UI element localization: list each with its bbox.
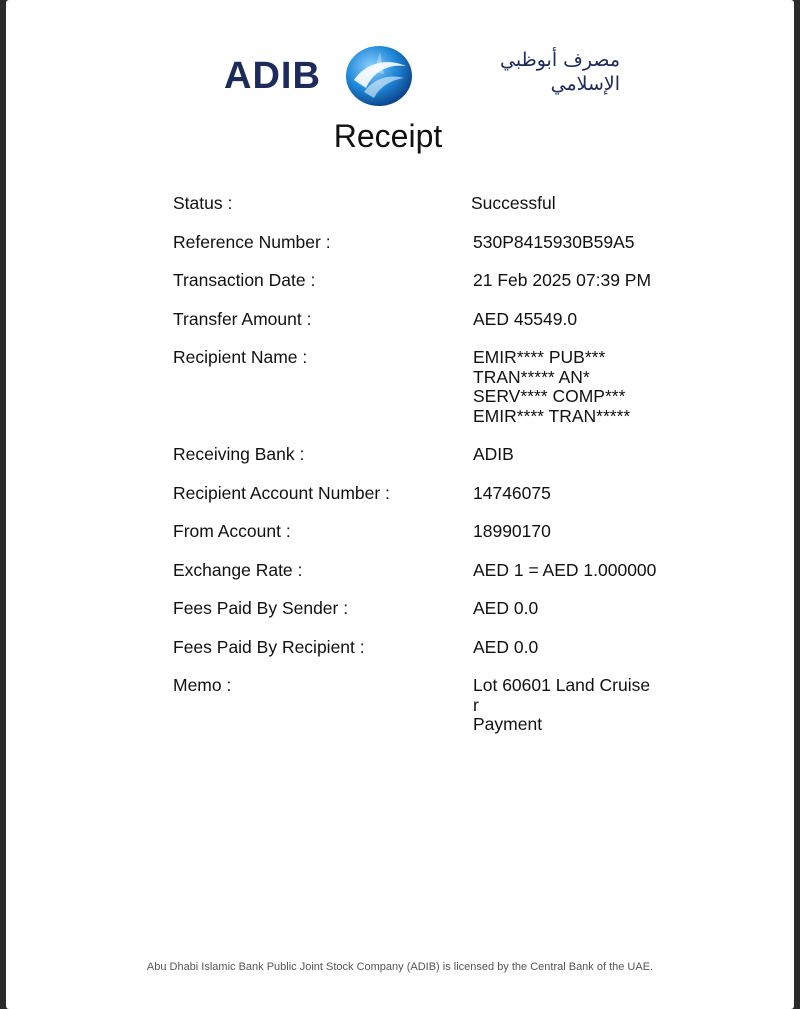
field-label: Reference Number : bbox=[173, 231, 331, 252]
fees-recipient-row bbox=[173, 638, 733, 658]
bank-logo bbox=[224, 42, 624, 112]
receipt-page bbox=[6, 0, 794, 1009]
logo-arabic-line-1: مصرف أبوظبي bbox=[500, 49, 620, 71]
field-value: Successful bbox=[471, 193, 556, 213]
recipient-account-row bbox=[173, 484, 733, 504]
field-label: Fees Paid By Sender : bbox=[173, 598, 349, 618]
status-row bbox=[173, 194, 733, 214]
field-label: Recipient Account Number : bbox=[173, 482, 390, 503]
field-label: Fees Paid By Recipient : bbox=[173, 636, 365, 657]
field-value: AED 1 = AED 1.000000 bbox=[473, 559, 657, 580]
field-value: AED 45549.0 bbox=[473, 308, 578, 329]
fees-sender-row bbox=[173, 599, 733, 619]
reference-number-row bbox=[173, 233, 733, 253]
receiving-bank-row bbox=[173, 445, 733, 465]
field-label: Recipient Name : bbox=[173, 347, 308, 367]
receipt-details bbox=[173, 194, 733, 754]
logo-arabic-name bbox=[430, 48, 620, 96]
field-value: Lot 60601 Land Cruise r Payment bbox=[473, 675, 651, 734]
transaction-date-row bbox=[173, 271, 733, 291]
memo-row bbox=[173, 676, 733, 735]
from-account-row bbox=[173, 522, 733, 542]
field-label: Memo : bbox=[173, 675, 232, 695]
license-footer: Abu Dhabi Islamic Bank Public Joint Stock Company (ADIB) is licensed by the Central Bank of the UAE. bbox=[146, 961, 654, 973]
field-value: ADIB bbox=[473, 444, 514, 464]
field-label: Exchange Rate : bbox=[173, 559, 303, 580]
field-value: AED 0.0 bbox=[473, 598, 539, 618]
transfer-amount-row bbox=[173, 310, 733, 330]
field-value: 530P8415930B59A5 bbox=[473, 231, 635, 252]
field-label: From Account : bbox=[173, 521, 291, 541]
field-label: Transfer Amount : bbox=[173, 308, 312, 329]
logo-latin-name: ADIB bbox=[224, 55, 321, 97]
field-value: 14746075 bbox=[473, 482, 551, 503]
field-value: AED 0.0 bbox=[473, 636, 539, 657]
field-value: 18990170 bbox=[473, 521, 551, 541]
field-value: EMIR**** PUB*** TRAN***** AN* SERV**** COMP*** EMIR**** TRAN***** bbox=[473, 347, 631, 426]
recipient-name-row bbox=[173, 348, 733, 426]
field-value: 21 Feb 2025 07:39 PM bbox=[473, 270, 652, 290]
logo-arabic-line-2: الإسلامي bbox=[550, 73, 620, 95]
field-label: Receiving Bank : bbox=[173, 444, 305, 464]
receipt-title: Receipt bbox=[333, 118, 443, 154]
adib-emblem-icon bbox=[344, 44, 414, 108]
field-label: Status : bbox=[173, 193, 233, 213]
exchange-rate-row bbox=[173, 561, 733, 581]
field-label: Transaction Date : bbox=[173, 270, 316, 290]
